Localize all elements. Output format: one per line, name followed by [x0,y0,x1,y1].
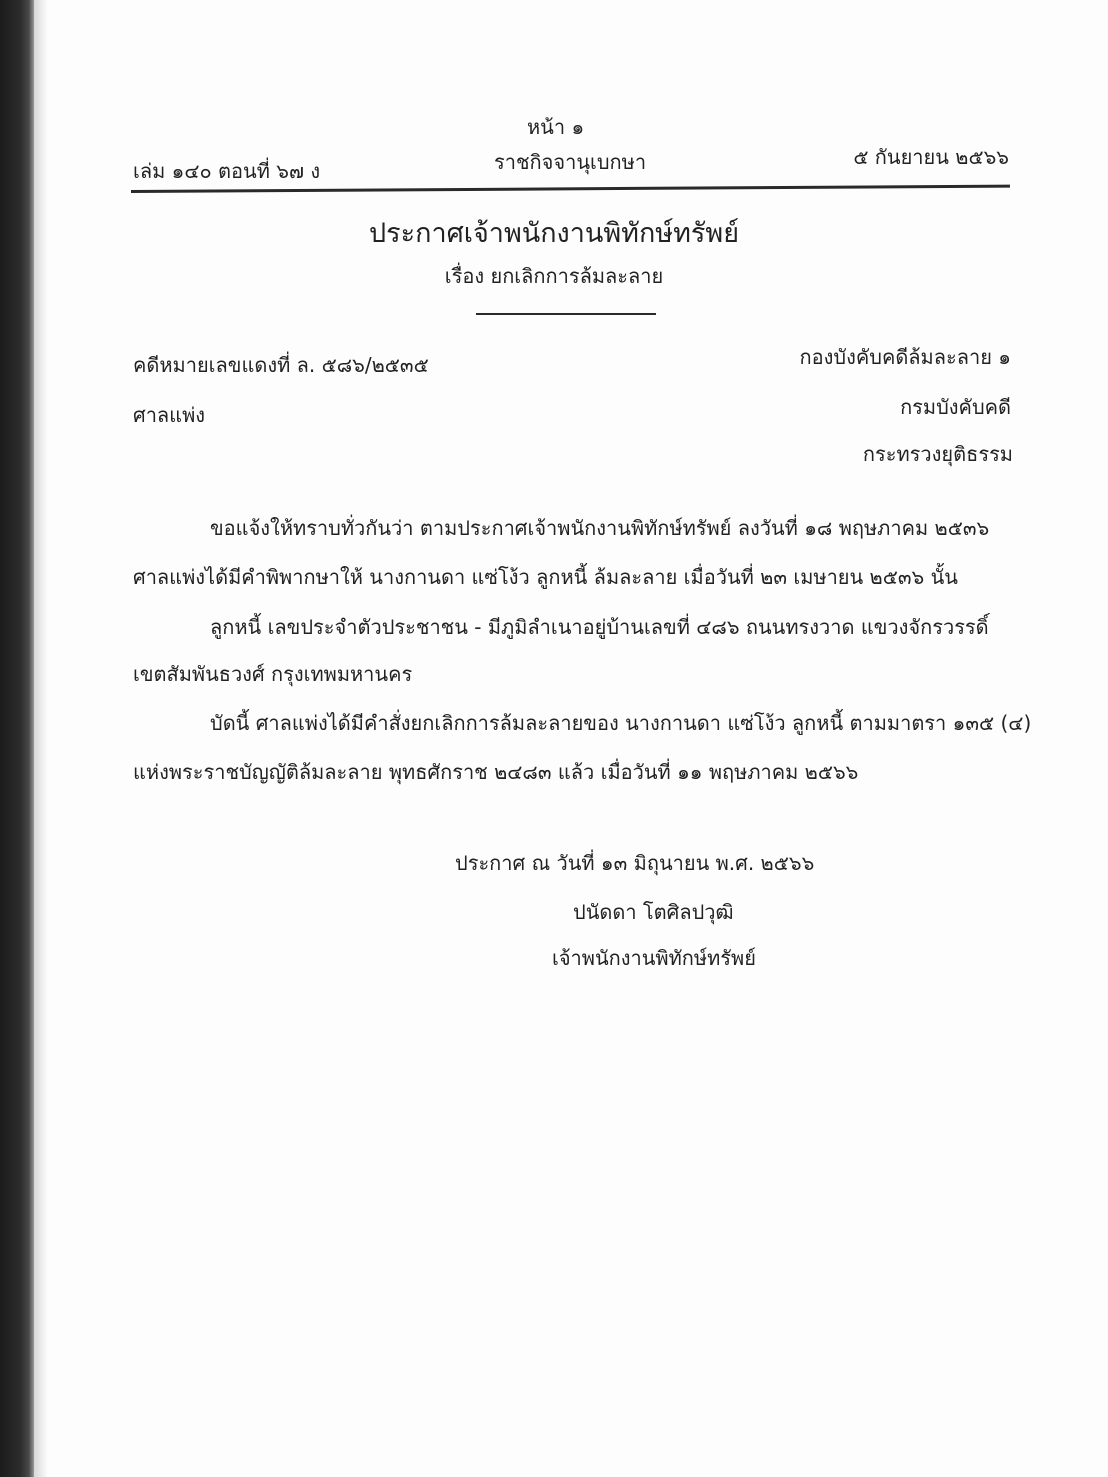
announcement-date: ประกาศ ณ วันที่ ๑๓ มิถุนายน พ.ศ. ๒๕๖๖ [455,851,815,875]
signer-position: เจ้าพนักงานพิทักษ์ทรัพย์ [552,946,756,970]
signer-name: ปนัดดา โตศิลปวุฒิ [573,900,734,924]
body-line-1: ขอแจ้งให้ทราบทั่วกันว่า ตามประกาศเจ้าพนักงานพิทักษ์ทรัพย์ ลงวันที่ ๑๘ พฤษภาคม ๒๕๓๖ [210,516,990,540]
body-line-3: ลูกหนี้ เลขประจำตัวประชาชน - มีภูมิลำเนาอยู่บ้านเลขที่ ๔๘๖ ถนนทรงวาด แขวงจักรวรรดิ์ [210,615,989,639]
case-number: คดีหมายเลขแดงที่ ล. ๕๘๖/๒๕๓๕ [133,353,429,377]
department-name: กรมบังคับคดี [900,395,1011,419]
header-rule [131,185,1010,193]
body-line-5: บัดนี้ ศาลแพ่งได้มีคำสั่งยกเลิกการล้มละลายของ นางกานดา แซ่โง้ว ลูกหนี้ ตามมาตรา ๑๓๕ (๔) [210,711,1032,735]
ministry-name: กระทรวงยุติธรรม [862,442,1013,466]
office-name: กองบังคับคดีล้มละลาย ๑ [799,345,1011,369]
body-line-6: แห่งพระราชบัญญัติล้มละลาย พุทธศักราช ๒๔๘๓ แล้ว เมื่อวันที่ ๑๑ พฤษภาคม ๒๕๖๖ [133,760,859,784]
title-divider [476,313,656,315]
announcement-title: ประกาศเจ้าพนักงานพิทักษ์ทรัพย์ [368,218,740,249]
announcement-subject: เรื่อง ยกเลิกการล้มละลาย [444,264,664,288]
court-name: ศาลแพ่ง [133,403,206,427]
body-line-4: เขตสัมพันธวงศ์ กรุงเทพมหานคร [133,662,413,686]
gazette-name: ราชกิจจานุเบกษา [494,150,647,174]
publication-date: ๕ กันยายน ๒๕๖๖ [853,145,1009,169]
volume-issue: เล่ม ๑๔๐ ตอนที่ ๖๗ ง [133,159,321,183]
body-line-2: ศาลแพ่งได้มีคำพิพากษาให้ นางกานดา แซ่โง้ว ลูกหนี้ ล้มละลาย เมื่อวันที่ ๒๓ เมษายน ๒๕๓๖ นั้น [133,565,958,589]
page-number: หน้า ๑ [527,115,585,139]
